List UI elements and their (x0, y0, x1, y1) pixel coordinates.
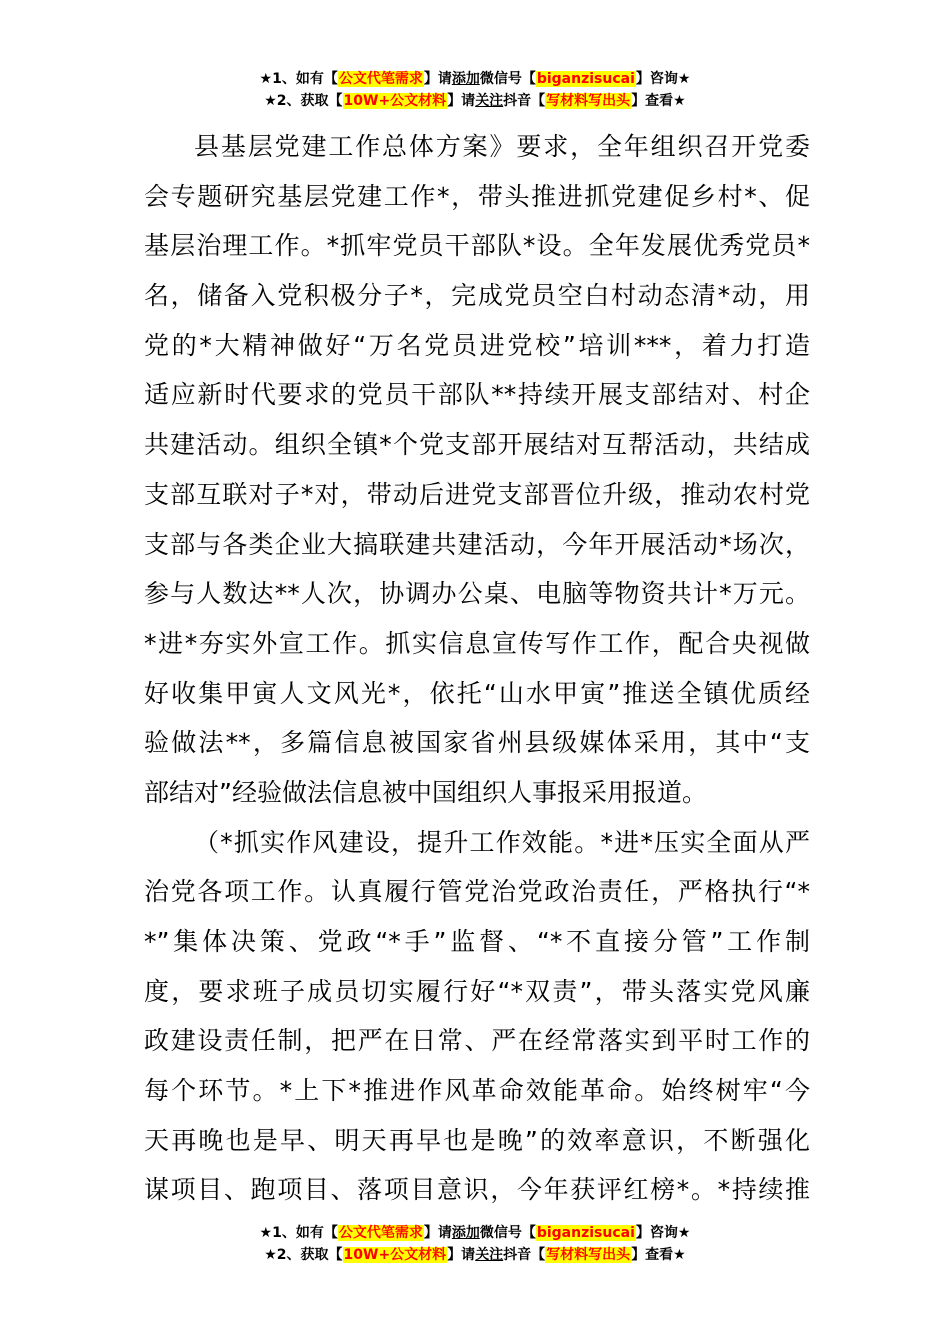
header-banner (0, 68, 950, 112)
highlight-service: 公文代笔需求 (338, 71, 423, 87)
body-line: 共建活动。组织全镇*个党支部开展结对互帮活动，共结成 (144, 430, 810, 460)
body-line: 部结对”经验做法信息被中国组织人事报采用报道。 (144, 777, 707, 807)
body-line: 治党各项工作。认真履行管党治党政治责任，严格执行“* (144, 877, 810, 907)
body-line: 政建设责任制，把严在日常、严在经常落实到平时工作的 (144, 1026, 810, 1056)
banner-text: 】咨询★ (635, 1225, 691, 1241)
banner-underline: 关注 (475, 93, 504, 109)
body-line: 名，储备入党积极分子*，完成党员空白村动态清*动，用 (144, 281, 810, 311)
body-line: 适应新时代要求的党员干部队**持续开展支部结对、村企 (144, 380, 810, 410)
banner-text: 】请 (447, 93, 476, 109)
highlight-wechat-id: biganzisucai (536, 1225, 635, 1241)
body-line: 支部互联对子*对，带动后进党支部晋位升级，推动农村党 (144, 479, 810, 509)
footer-banner (0, 1222, 950, 1266)
body-line: 县基层党建工作总体方案》要求，全年组织召开党委 (194, 132, 810, 161)
highlight-materials: 10W+公文材料 (343, 1247, 447, 1263)
body-line: 天再晚也是早、明天再早也是晚”的效率意识，不断强化 (144, 1125, 810, 1155)
banner-text: 】咨询★ (635, 71, 691, 87)
body-line: 度，要求班子成员切实履行好“*双责”，带头落实党风廉 (144, 976, 810, 1006)
highlight-materials: 10W+公文材料 (343, 93, 447, 109)
banner-line-2 (0, 1244, 950, 1266)
body-line: （*抓实作风建设，提升工作效能。*进*压实全面从严 (194, 827, 810, 857)
banner-text: 微信号【 (479, 1225, 536, 1241)
banner-line-1 (0, 1222, 950, 1244)
banner-underline: 添加 (451, 71, 480, 87)
banner-underline: 关注 (475, 1247, 504, 1263)
document-body (144, 122, 810, 1215)
banner-line-1 (0, 68, 950, 90)
banner-text: ★2、获取【 (264, 93, 343, 109)
banner-text: 】请 (423, 1225, 452, 1241)
highlight-wechat-id: biganzisucai (536, 71, 635, 87)
highlight-service: 公文代笔需求 (338, 1225, 423, 1241)
body-line: *进*夯实外宣工作。抓实信息宣传写作工作，配合央视做 (144, 628, 810, 658)
body-line: 参与人数达**人次，协调办公桌、电脑等物资共计*万元。 (144, 579, 810, 609)
banner-underline: 添加 (451, 1225, 480, 1241)
banner-text: 】查看★ (631, 1247, 686, 1263)
banner-text: 抖音【 (503, 1247, 546, 1263)
body-line: 基层治理工作。*抓牢党员干部队*设。全年发展优秀党员* (144, 231, 810, 261)
banner-line-2 (0, 90, 950, 112)
body-line: *”集体决策、党政“*手”监督、“*不直接分管”工作制 (144, 927, 810, 956)
body-line: 每个环节。*上下*推进作风革命效能革命。始终树牢“今 (144, 1076, 810, 1106)
body-line: 党的*大精神做好“万名党员进党校”培训***，着力打造 (144, 330, 810, 360)
body-line: 谋项目、跑项目、落项目意识，今年获评红榜*。*持续推 (144, 1175, 810, 1205)
banner-text: 】请 (447, 1247, 476, 1263)
body-line: 验做法**，多篇信息被国家省州县级媒体采用，其中“支 (144, 728, 810, 758)
banner-text: ★2、获取【 (264, 1247, 343, 1263)
banner-text: 】查看★ (631, 93, 686, 109)
banner-text: 】请 (423, 71, 452, 87)
body-line: 会专题研究基层党建工作*，带头推进抓党建促乡村*、促 (144, 181, 810, 211)
highlight-douyin: 写材料写出头 (546, 93, 631, 109)
banner-text: 抖音【 (503, 93, 546, 109)
highlight-douyin: 写材料写出头 (546, 1247, 631, 1263)
body-line: 好收集甲寅人文风光*，依托“山水甲寅”推送全镇优质经 (144, 678, 810, 708)
banner-text: ★1、如有【 (259, 71, 338, 87)
banner-text: ★1、如有【 (259, 1225, 338, 1241)
banner-text: 微信号【 (479, 71, 536, 87)
body-line: 支部与各类企业大搞联建共建活动，今年开展活动*场次， (144, 529, 810, 559)
